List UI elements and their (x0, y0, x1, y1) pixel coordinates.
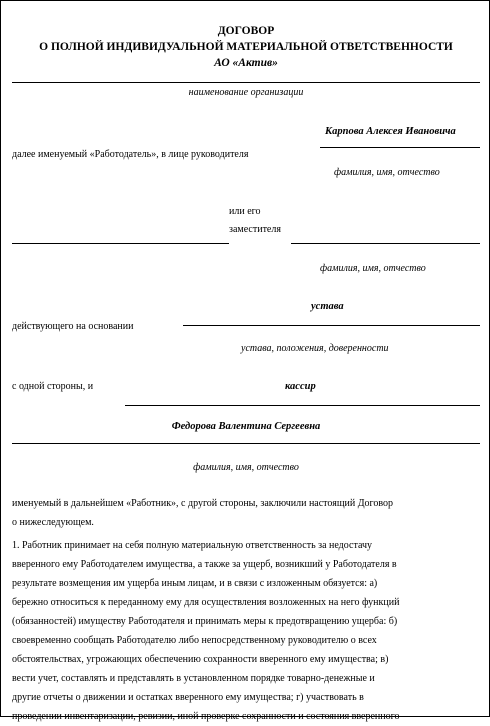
basis-underline (183, 325, 480, 326)
clause-line: 1. Работник принимает на себя полную материальную ответственность за недостачу (12, 540, 373, 551)
employer-text: далее именуемый «Работодатель», в лице руководителя (12, 149, 249, 160)
director-name-value: Карпова Алексея Ивановича (325, 126, 456, 137)
intro-line: о нижеследующем. (12, 517, 94, 528)
document-subtitle: О ПОЛНОЙ ИНДИВИДУАЛЬНОЙ МАТЕРИАЛЬНОЙ ОТВЕТСТВЕННОСТИ (39, 41, 453, 53)
clause-line: проведении инвентаризации, ревизии, иной проверке сохранности и состояния вверенного (12, 711, 400, 722)
side-text: с одной стороны, и (12, 381, 94, 392)
worker-underline (12, 443, 480, 444)
clause-line: бережно относиться к переданному ему для осуществления возложенных на него функций (12, 597, 400, 608)
director-underline (320, 147, 480, 148)
deputy-caption: фамилия, имя, отчество (320, 263, 426, 274)
clause-line: обстоятельствах, угрожающих обеспечению сохранности вверенного ему имущества; в) (12, 654, 389, 665)
clause-line: результате возмещения им ущерба иным лицам, и в связи с изложенным обязуется: а) (12, 578, 378, 589)
clause-line: вверенного ему Работодателем имущества, а также за ущерб, возникший у Работодателя в (12, 559, 397, 570)
worker-caption: фамилия, имя, отчество (193, 462, 299, 473)
position-value: кассир (285, 381, 316, 392)
deputy-underline-left (12, 243, 229, 244)
worker-name-value: Федорова Валентина Сергеевна (171, 421, 321, 432)
basis-caption: устава, положения, доверенности (241, 343, 389, 354)
basis-value: устава (311, 301, 344, 312)
director-caption: фамилия, имя, отчество (334, 167, 440, 178)
deputy-text-2: заместителя (229, 224, 281, 235)
organization-underline (12, 82, 480, 83)
document-title: ДОГОВОР (217, 25, 275, 37)
clause-line: своевременно сообщать Работодателю либо непосредственному руководителю о всех (12, 635, 377, 646)
deputy-text-1: или его (229, 206, 261, 217)
intro-line: именуемый в дальнейшем «Работник», с другой стороны, заключили настоящий Договор (12, 498, 394, 509)
intro-paragraph (12, 494, 482, 532)
clause-line: вести учет, составлять и представлять в установленном порядке товарно-денежные и (12, 673, 375, 684)
clause-line: другие отчеты о движении и остатках вверенного ему имущества; г) участвовать в (12, 692, 364, 703)
clause-1-paragraph (12, 536, 482, 726)
basis-text: действующего на основании (12, 321, 134, 332)
organization-name: АО «Актив» (214, 57, 278, 69)
deputy-underline-right (291, 243, 480, 244)
clause-line: (обязанностей) имуществу Работодателя и принимать меры к предотвращению ущерба: б) (12, 616, 398, 627)
position-underline (125, 405, 480, 406)
organization-caption: наименование организации (188, 87, 304, 98)
